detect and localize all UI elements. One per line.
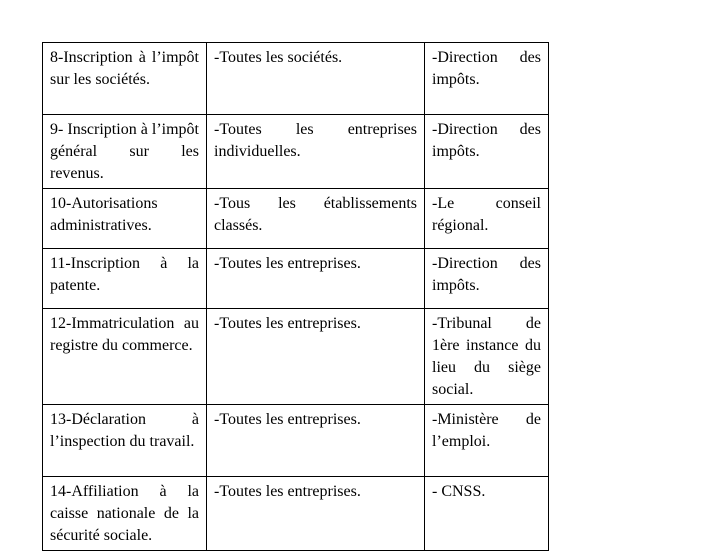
procedure-cell: 8-Inscription à l’impôt sur les sociétés. [43,43,207,115]
concerned-cell: -Tous les établissements classés. [207,189,425,249]
procedure-cell: 10-Autorisations administratives. [43,189,207,249]
procedure-cell: 11-Inscription à la patente. [43,249,207,309]
procedure-cell: 9- Inscription à l’impôt général sur les revenus. [43,115,207,189]
concerned-cell: -Toutes les entreprises. [207,405,425,477]
concerned-cell: -Toutes les sociétés. [207,43,425,115]
concerned-cell: -Toutes les entreprises. [207,309,425,405]
table-row [43,309,549,405]
procedure-cell: 13-Déclaration à l’inspection du travail. [43,405,207,477]
authority-cell: -Direction des impôts. [425,249,549,309]
table-row [43,189,549,249]
procedures-table [42,42,549,551]
table-row [43,43,549,115]
authority-cell: -Tribunal de 1ère instance du lieu du siège social. [425,309,549,405]
concerned-cell: -Toutes les entreprises individuelles. [207,115,425,189]
concerned-cell: -Toutes les entreprises. [207,477,425,551]
procedure-cell: 12-Immatriculation au registre du commerce. [43,309,207,405]
table-row [43,477,549,551]
authority-cell: - CNSS. [425,477,549,551]
authority-cell: -Le conseil régional. [425,189,549,249]
authority-cell: -Direction des impôts. [425,43,549,115]
table-row [43,115,549,189]
procedure-cell: 14-Affiliation à la caisse nationale de la sécurité sociale. [43,477,207,551]
table-row [43,405,549,477]
concerned-cell: -Toutes les entreprises. [207,249,425,309]
authority-cell: -Ministère de l’emploi. [425,405,549,477]
authority-cell: -Direction des impôts. [425,115,549,189]
table-row [43,249,549,309]
